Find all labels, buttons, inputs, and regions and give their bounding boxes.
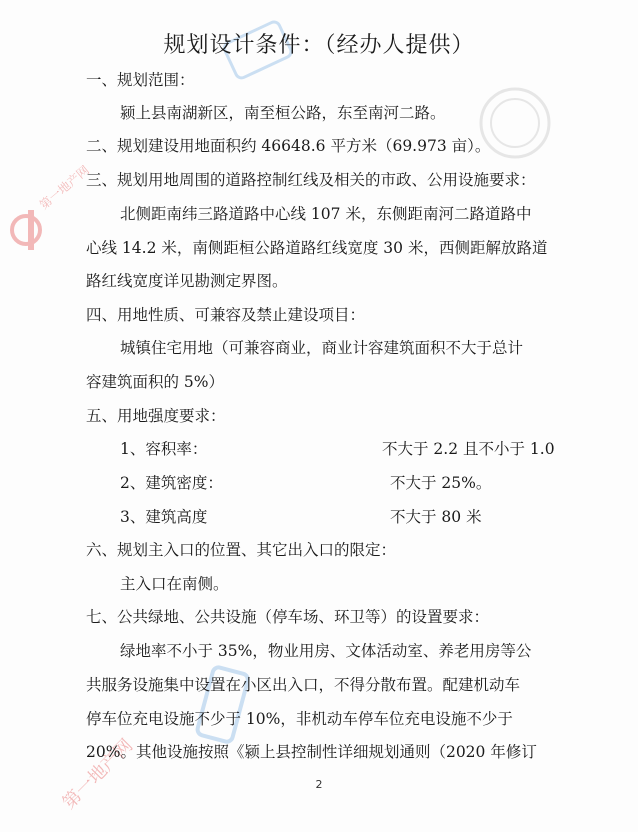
section-6-heading: 六、规划主入口的位置、其它出入口的限定： (86, 541, 397, 559)
item-3-label: 3、建筑高度 (120, 508, 208, 526)
section-3-line-1: 北侧距南纬三路道路中心线 107 米，东侧距南河二路道路中 (120, 205, 532, 223)
item-1-label: 1、容积率： (120, 440, 208, 458)
section-7-line-3: 停车位充电设施不少于 10%，非机动车停车位充电设施不少于 (86, 710, 513, 728)
section-4-line-1: 城镇住宅用地（可兼容商业，商业计容建筑面积不大于总计 (120, 339, 524, 357)
item-1-value: 不大于 2.2 且不小于 1.0 (382, 440, 555, 458)
svg-text:第一地产网: 第一地产网 (58, 735, 138, 814)
page-title: 规划设计条件：（经办人提供） (163, 33, 475, 58)
watermark-left-text: 第一地产网 (36, 162, 92, 213)
section-5-heading: 五、用地强度要求： (86, 407, 226, 425)
section-7-line-2: 共服务设施集中设置在小区出入口，不得分散布置。配建机动车 (86, 676, 521, 694)
section-1-heading: 一、规划范围： (86, 71, 195, 89)
section-4-line-2: 容建筑面积的 5%） (86, 373, 225, 391)
section-3-line-2: 心线 14.2 米，南侧距桓公路道路红线宽度 30 米，西侧距解放路道 (86, 239, 548, 257)
item-2-label: 2、建筑密度： (120, 474, 223, 492)
section-6-body: 主入口在南侧。 (120, 575, 229, 593)
item-3-value: 不大于 80 米 (390, 508, 482, 526)
watermark-logo-icon (6, 162, 92, 280)
item-2-value: 不大于 25%。 (390, 474, 492, 492)
section-7-line-1: 绿地率不小于 35%，物业用房、文体活动室、养老用房等公 (120, 642, 532, 660)
section-3-line-3: 路红线宽度详见勘测定界图。 (86, 272, 288, 290)
section-2-heading: 二、规划建设用地面积约 46648.6 平方米（69.973 亩）。 (86, 137, 491, 155)
section-1-body: 颍上县南湖新区，南至桓公路，东至南河二路。 (120, 104, 446, 122)
section-7-heading: 七、公共绿地、公共设施（停车场、环卫等）的设置要求： (86, 608, 490, 626)
section-4-heading: 四、用地性质、可兼容及禁止建设项目： (86, 306, 366, 324)
section-3-heading: 三、规划用地周围的道路控制红线及相关的市政、公用设施要求： (86, 171, 536, 189)
section-7-line-4: 20%。其他设施按照《颍上县控制性详细规划通则（2020 年修订 (86, 743, 537, 761)
page-number: 2 (315, 778, 323, 791)
